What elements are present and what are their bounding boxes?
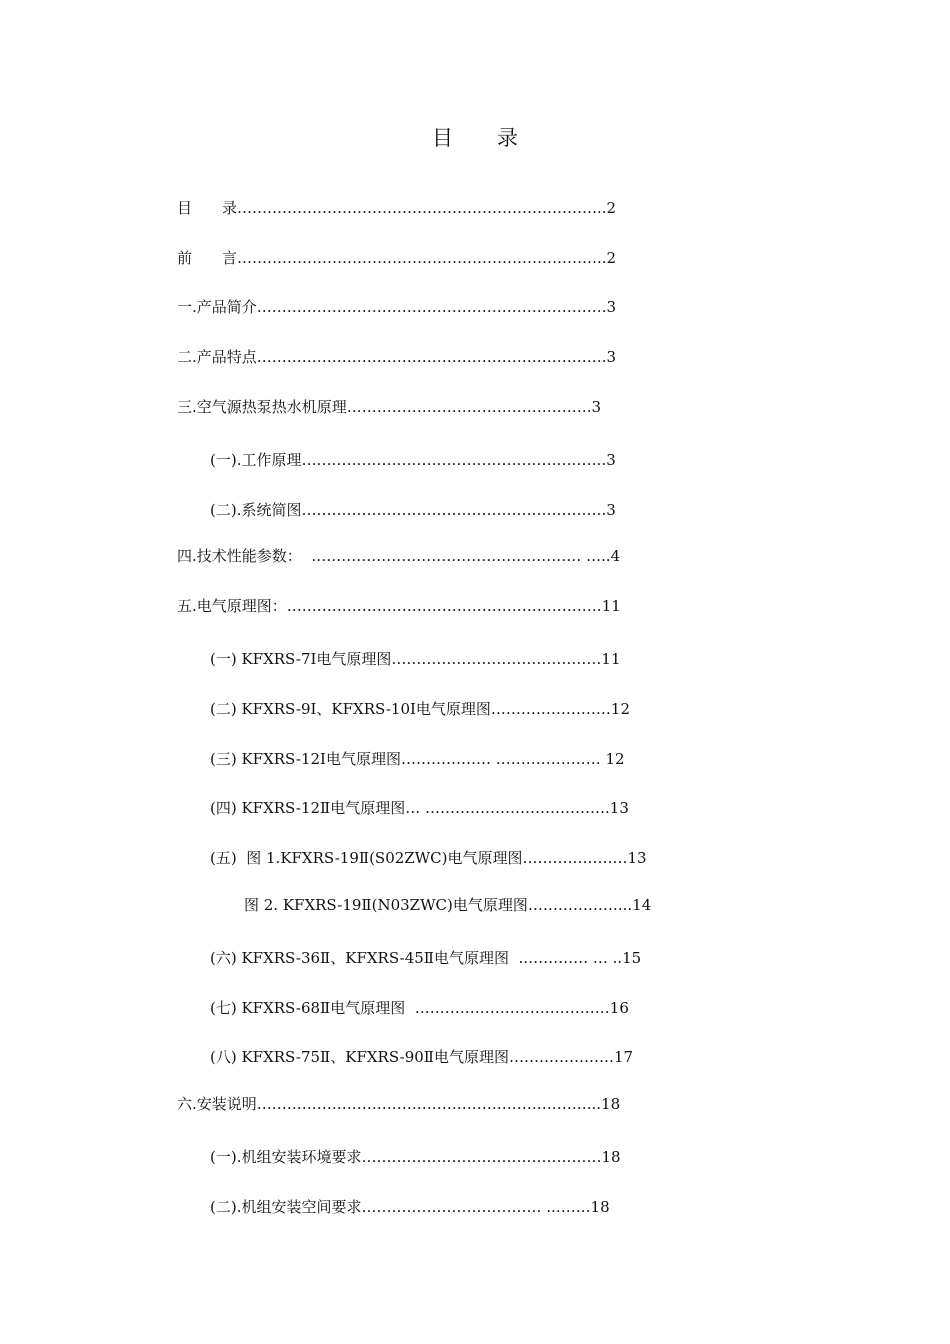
toc-entry[interactable]: 四.技术性能参数： ……………………………………………… …..4 <box>177 547 621 565</box>
title-char-2: 录 <box>497 126 518 150</box>
toc-entry[interactable]: 前 言………………………………………………………………..2 <box>177 249 617 267</box>
toc-entry[interactable]: (一) KFXRS-7Ⅰ电气原理图……………………………………11 <box>210 650 621 668</box>
toc-entry[interactable]: (一).机组安装环境要求…………………………………………18 <box>210 1148 621 1166</box>
toc-entry[interactable]: (五) 图 1.KFXRS-19Ⅱ(S02ZWC)电气原理图…………………13 <box>210 849 647 867</box>
toc-entry[interactable]: (二).机组安装空间要求……………………………… ..…….18 <box>210 1198 610 1216</box>
toc-entry[interactable]: (四) KFXRS-12Ⅱ电气原理图… ……………………………….13 <box>210 799 629 817</box>
toc-entry[interactable]: 六.安装说明…………………………………………………………...18 <box>177 1095 621 1113</box>
toc-entry[interactable]: (二) KFXRS-9Ⅰ、KFXRS-10Ⅰ电气原理图……………………12 <box>210 700 631 718</box>
toc-entry[interactable]: (六) KFXRS-36Ⅱ、KFXRS-45Ⅱ电气原理图 ..………… … ..15 <box>210 949 642 967</box>
toc-entry[interactable]: (七) KFXRS-68Ⅱ电气原理图 …………………………………16 <box>210 999 629 1017</box>
title-char-1: 目 <box>432 126 453 150</box>
toc-entry[interactable]: 三.空气源热泵热水机原理………………………………………….3 <box>177 398 602 416</box>
toc-entry[interactable]: 一.产品简介…………………………………………………………….3 <box>177 298 617 316</box>
toc-entry[interactable]: 二.产品特点…………………………………………………………….3 <box>177 348 617 366</box>
toc-entry[interactable]: 目 录………………………………………………………………..2 <box>177 199 617 217</box>
page-title <box>0 122 950 152</box>
toc-entry[interactable]: 图 2. KFXRS-19Ⅱ(N03ZWC)电气原理图………………...14 <box>244 896 652 914</box>
toc-entry[interactable]: 五.电气原理图：………………………………………………………11 <box>177 597 621 615</box>
toc-entry[interactable]: (三) KFXRS-12Ⅰ电气原理图……………… ………………… 12 <box>210 750 625 768</box>
toc-entry[interactable]: (八) KFXRS-75Ⅱ、KFXRS-90Ⅱ电气原理图…………………17 <box>210 1048 634 1066</box>
toc-entry[interactable]: (二).系统简图…………………………………………………….3 <box>210 501 616 519</box>
toc-entry[interactable]: (一).工作原理…………………………………………………….3 <box>210 451 616 469</box>
